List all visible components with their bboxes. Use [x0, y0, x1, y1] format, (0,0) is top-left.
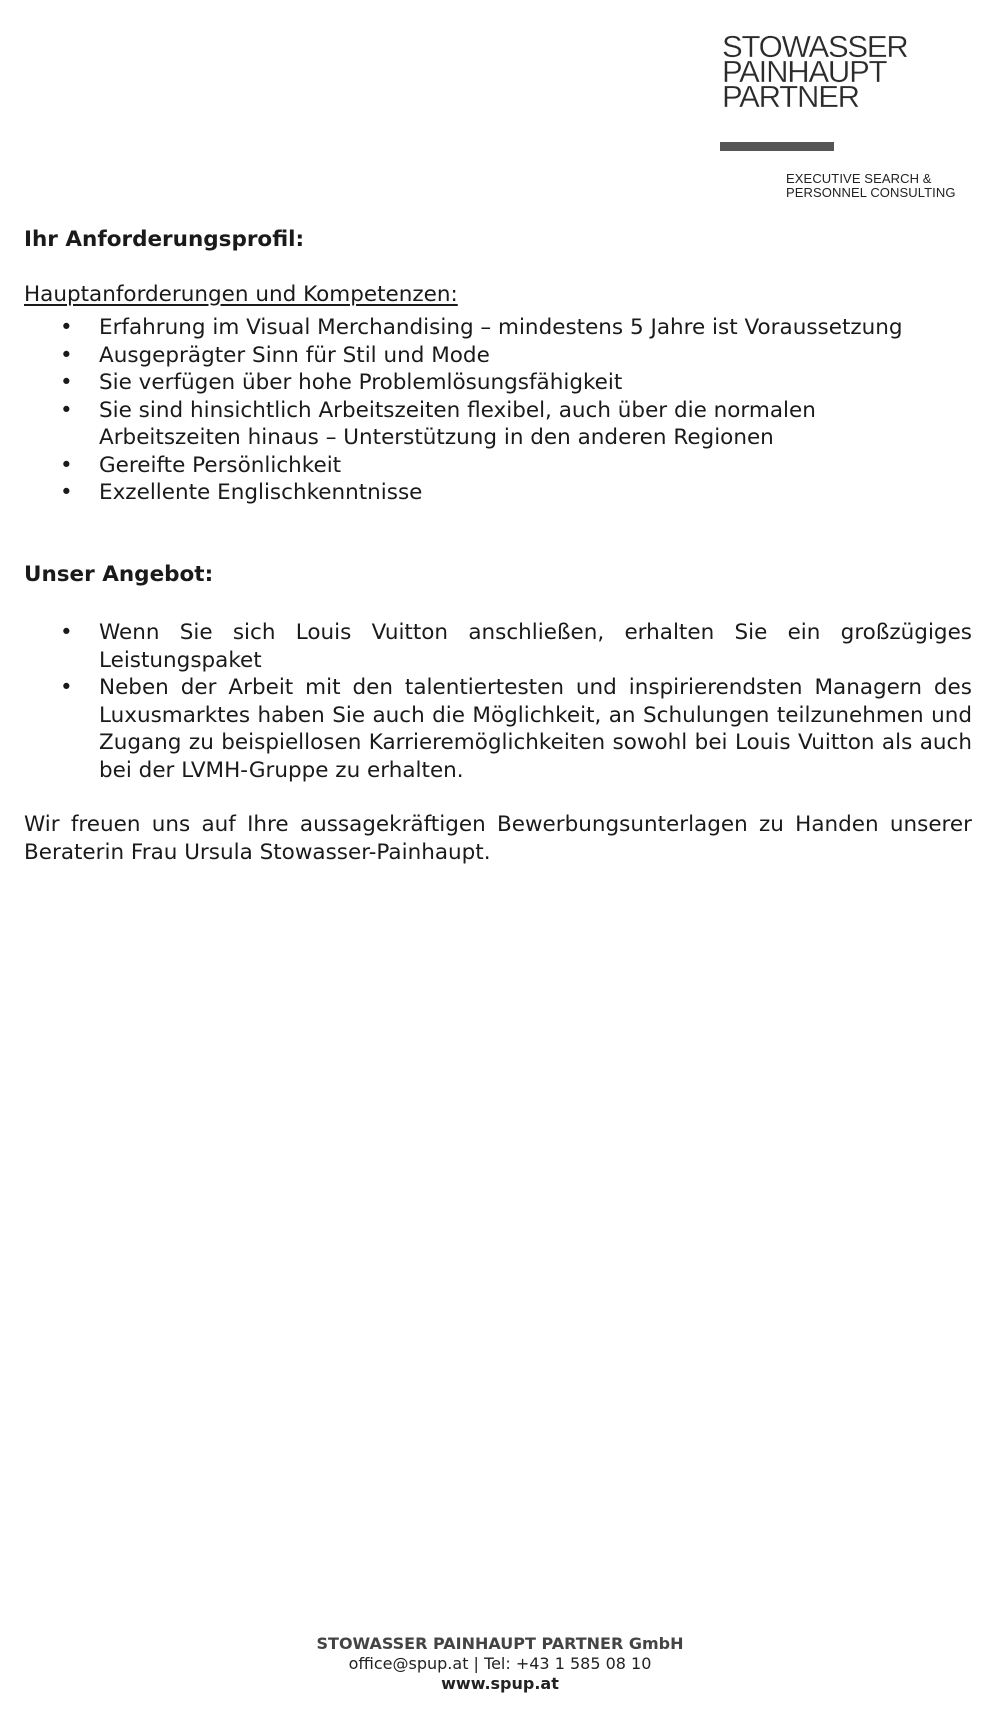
logo-line-2: PAINHAUPT: [722, 54, 887, 89]
logo-line-1: STOWASSER: [722, 29, 908, 64]
list-item: [24, 369, 972, 397]
bullet-icon: •: [60, 675, 73, 700]
bullet-icon: •: [60, 620, 73, 645]
list-item-text: Ausgeprägter Sinn für Stil und Mode: [99, 342, 490, 368]
page-footer: [0, 1634, 1000, 1694]
list-item-text: Gereifte Persönlichkeit: [99, 452, 342, 478]
main-content: [24, 226, 972, 866]
bullet-icon: •: [60, 397, 73, 423]
offer-list: [24, 619, 972, 784]
requirements-subheading: Hauptanforderungen und Kompetenzen:: [24, 281, 458, 307]
list-item: [24, 674, 972, 784]
closing-paragraph: Wir freuen uns auf Ihre aussagekräftigen Bewerbungsunterlagen zu Handen unserer Beraterin Frau Ursula Stowasser-Painhaupt.: [24, 812, 972, 865]
bullet-icon: •: [60, 452, 73, 478]
list-item-text: Exzellente Englischkenntnisse: [99, 480, 423, 505]
list-item: [24, 397, 972, 452]
list-item: [24, 479, 972, 507]
bullet-icon: •: [60, 315, 73, 340]
bullet-icon: •: [60, 342, 73, 368]
footer-website: www.spup.at: [441, 1674, 559, 1693]
list-item-text: Sie sind hinsichtlich Arbeitszeiten flexibel, auch über die normalen Arbeitszeiten hinaus – Unterstützung in den anderen Regionen: [99, 397, 816, 450]
list-item-text: Neben der Arbeit mit den talentiertesten und inspirierendsten Managern des Luxusmarktes haben Sie auch die Möglichkeit, an Schulungen teilzunehmen und Zugang zu beispiellosen Karrieremöglichkeiten sowohl bei Louis Vuitton als auch bei der LVMH-Gruppe zu erhalten.: [99, 675, 972, 783]
logo-line-3: PARTNER: [722, 79, 859, 114]
list-item-text: Erfahrung im Visual Merchandising – mindestens 5 Jahre ist Voraussetzung: [99, 315, 903, 340]
company-logo: [722, 29, 980, 200]
bullet-icon: •: [60, 480, 73, 505]
list-item-text: Sie verfügen über hohe Problemlösungsfähigkeit: [99, 370, 623, 395]
footer-contact: office@spup.at | Tel: +43 1 585 08 10: [348, 1654, 652, 1673]
list-item: [24, 619, 972, 674]
list-item: [24, 314, 972, 342]
bullet-icon: •: [60, 370, 73, 395]
logo-tagline-line-2: PERSONNEL CONSULTING: [786, 185, 956, 200]
offer-heading: Unser Angebot:: [24, 561, 214, 587]
requirements-list: [24, 314, 972, 507]
list-item: [24, 342, 972, 370]
requirements-heading: Ihr Anforderungsprofil:: [24, 227, 305, 252]
footer-company: STOWASSER PAINHAUPT PARTNER GmbH: [316, 1634, 684, 1653]
logo-tagline: [786, 172, 1000, 200]
logo-tagline-line-1: EXECUTIVE SEARCH &: [786, 171, 932, 186]
list-item: [24, 452, 972, 480]
logo-wordmark: [722, 29, 980, 114]
list-item-text: Wenn Sie sich Louis Vuitton anschließen, erhalten Sie ein großzügiges Leistungspaket: [99, 620, 972, 673]
logo-bar: [720, 142, 834, 151]
